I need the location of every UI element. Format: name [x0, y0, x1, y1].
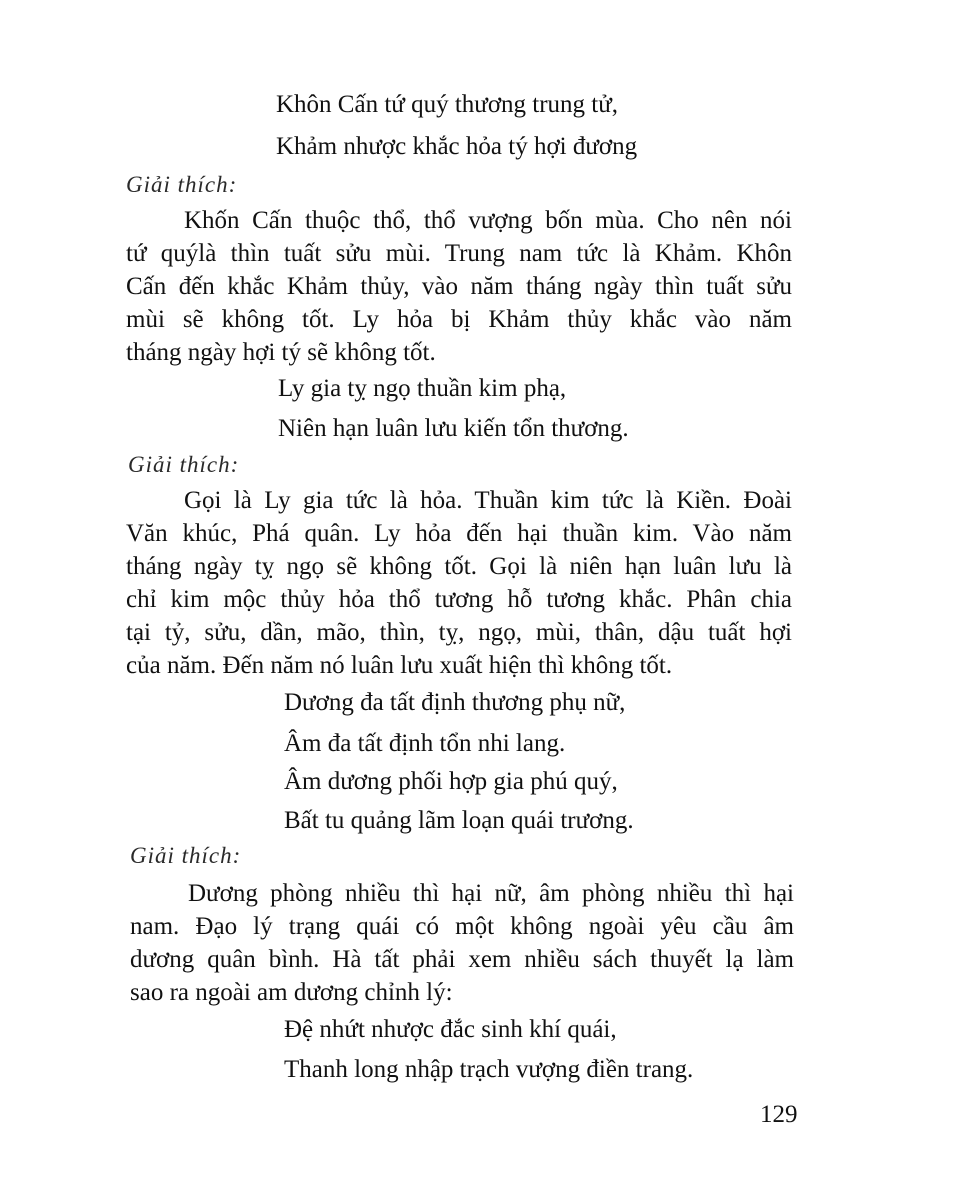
paragraph-line: nam. Đạo lý trạng quái có một không ngoài yêu cầu âm [130, 913, 794, 940]
verse-line: Ly gia tỵ ngọ thuần kim phạ, [278, 375, 567, 402]
explanation-paragraph [126, 204, 792, 369]
verse-line: Âm dương phối hợp gia phú quý, [284, 768, 618, 795]
verse-line: Khảm nhược khắc hỏa tý hợi đương [276, 133, 638, 160]
paragraph-line: Văn khúc, Phá quân. Ly hỏa đến hại thuần kim. Vào năm [126, 520, 792, 547]
paragraph-line: tại tỷ, sửu, dần, mão, thìn, tỵ, ngọ, mùi, thân, dậu tuất hợi [126, 619, 792, 646]
paragraph-line: Cấn đến khắc Khảm thủy, vào năm tháng ngày thìn tuất sửu [126, 273, 792, 300]
verse-line: Dương đa tất định thương phụ nữ, [284, 689, 626, 716]
verse-line: Âm đa tất định tổn nhi lang. [284, 730, 566, 757]
explanation-paragraph [130, 877, 794, 1009]
paragraph-line: Gọi là Ly gia tức là hỏa. Thuần kim tức là Kiền. Đoài [184, 487, 792, 514]
verse-line: Niên hạn luân lưu kiến tổn thương. [278, 415, 629, 442]
paragraph-line: Dương phòng nhiều thì hại nữ, âm phòng nhiều thì hại [188, 880, 794, 907]
paragraph-line: tháng ngày hợi tý sẽ không tốt. [126, 339, 436, 366]
paragraph-line: mùi sẽ không tốt. Ly hỏa bị Khảm thủy khắc vào năm [126, 306, 792, 333]
paragraph-line: tháng ngày tỵ ngọ sẽ không tốt. Gọi là niên hạn luân lưu là [126, 553, 792, 580]
paragraph-line: sao ra ngoài am dương chỉnh lý: [130, 979, 453, 1006]
explanation-paragraph [126, 484, 792, 682]
verse-line: Đệ nhứt nhược đắc sinh khí quái, [284, 1016, 617, 1043]
verse-line: Bất tu quảng lãm loạn quái trương. [284, 807, 634, 834]
section-label: Giải thích: [126, 172, 238, 197]
paragraph-line: chỉ kim mộc thủy hỏa thổ tương hỗ tương khắc. Phân chia [126, 586, 792, 613]
page-number: 129 [760, 1101, 798, 1128]
section-label: Giải thích: [130, 843, 242, 868]
paragraph-line: Khốn Cấn thuộc thổ, thổ vượng bốn mùa. Cho nên nói [184, 207, 792, 234]
section-label: Giải thích: [128, 452, 240, 477]
verse-line: Khôn Cấn tứ quý thương trung tử, [276, 91, 619, 118]
paragraph-line: tứ quýlà thìn tuất sửu mùi. Trung nam tức là Khảm. Khôn [126, 240, 792, 267]
verse-line: Thanh long nhập trạch vượng điền trang. [284, 1056, 694, 1083]
paragraph-line: dương quân bình. Hà tất phải xem nhiều sách thuyết lạ làm [130, 946, 794, 973]
paragraph-line: của năm. Đến năm nó luân lưu xuất hiện thì không tốt. [126, 652, 673, 679]
